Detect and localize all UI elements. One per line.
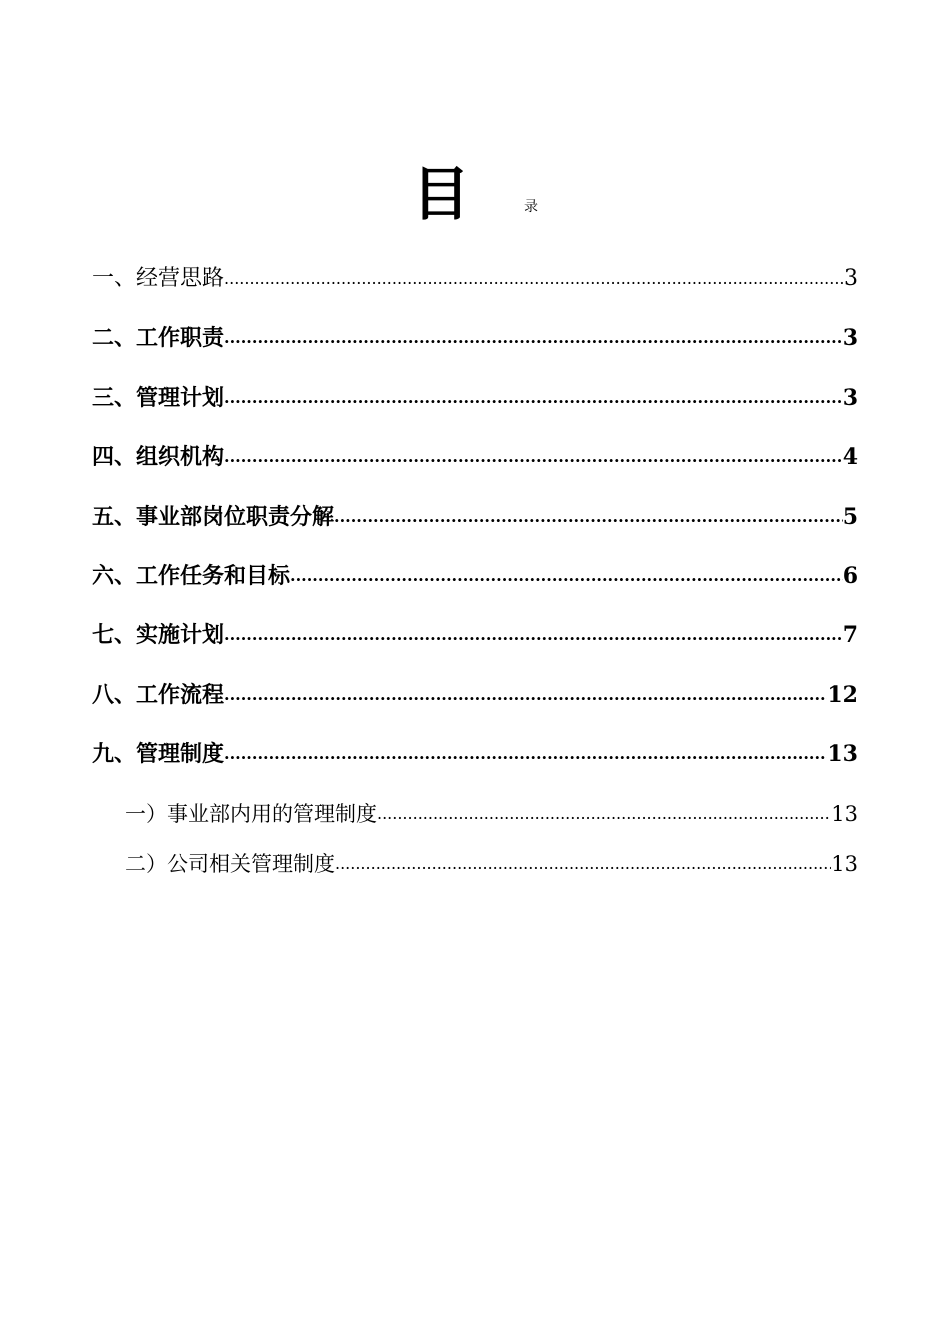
toc-entry-label: 六、工作任务和目标 [92,562,291,589]
toc-entry-label: 八、工作流程 [92,681,225,708]
toc-dot-leader [290,559,843,593]
toc-entry-page: 4 [842,444,858,471]
toc-entry-label: 五、事业部岗位职责分解 [92,503,335,530]
toc-dot-leader [224,262,844,296]
toc-entry-page: 12 [827,681,858,708]
toc-entry-1[interactable] [92,262,858,296]
toc-entry-page: 3 [844,266,858,291]
toc-entry-page: 6 [842,562,858,589]
toc-entry-label: 一、经营思路 [92,266,225,291]
toc-subentry-page: 13 [831,852,858,877]
toc-subentry-page: 13 [831,802,858,827]
toc-entry-page: 7 [842,622,858,649]
toc-entry-label: 七、实施计划 [92,622,225,649]
toc-subentry-label: 二）公司相关管理制度 [125,852,335,877]
toc-entry-label: 二、工作职责 [92,325,225,352]
toc-entry-3[interactable] [92,355,858,414]
toc-entry-page: 3 [842,384,858,411]
toc-title-main: 目 [412,160,471,228]
toc-entry-page: 3 [842,325,858,352]
toc-dot-leader [224,618,843,652]
toc-dot-leader [335,847,831,881]
toc-dot-leader [377,797,831,831]
toc-dot-leader [334,500,843,534]
toc-subentry-label: 一）事业部内用的管理制度 [125,802,377,827]
toc-entry-label: 三、管理计划 [92,384,225,411]
toc-entry-5[interactable] [92,474,858,533]
toc-dot-leader [224,440,843,474]
toc-entry-9[interactable] [92,712,858,771]
toc-entry-page: 13 [827,741,858,768]
toc-entry-6[interactable] [92,534,858,593]
toc-dot-leader [224,737,827,771]
toc-entry-4[interactable] [92,415,858,474]
toc-subentry-2[interactable] [92,831,858,881]
toc-entry-label: 四、组织机构 [92,444,225,471]
toc-dot-leader [224,381,843,415]
toc-subentry-1[interactable] [92,771,858,831]
toc-entry-label: 九、管理制度 [92,741,225,768]
table-of-contents [92,262,858,881]
toc-dot-leader [224,321,843,355]
toc-entry-8[interactable] [92,652,858,711]
toc-title [0,150,950,240]
toc-dot-leader [224,678,827,712]
toc-entry-2[interactable] [92,296,858,355]
toc-entry-page: 5 [842,503,858,530]
toc-title-sub: 录 [524,199,538,215]
toc-entry-7[interactable] [92,593,858,652]
